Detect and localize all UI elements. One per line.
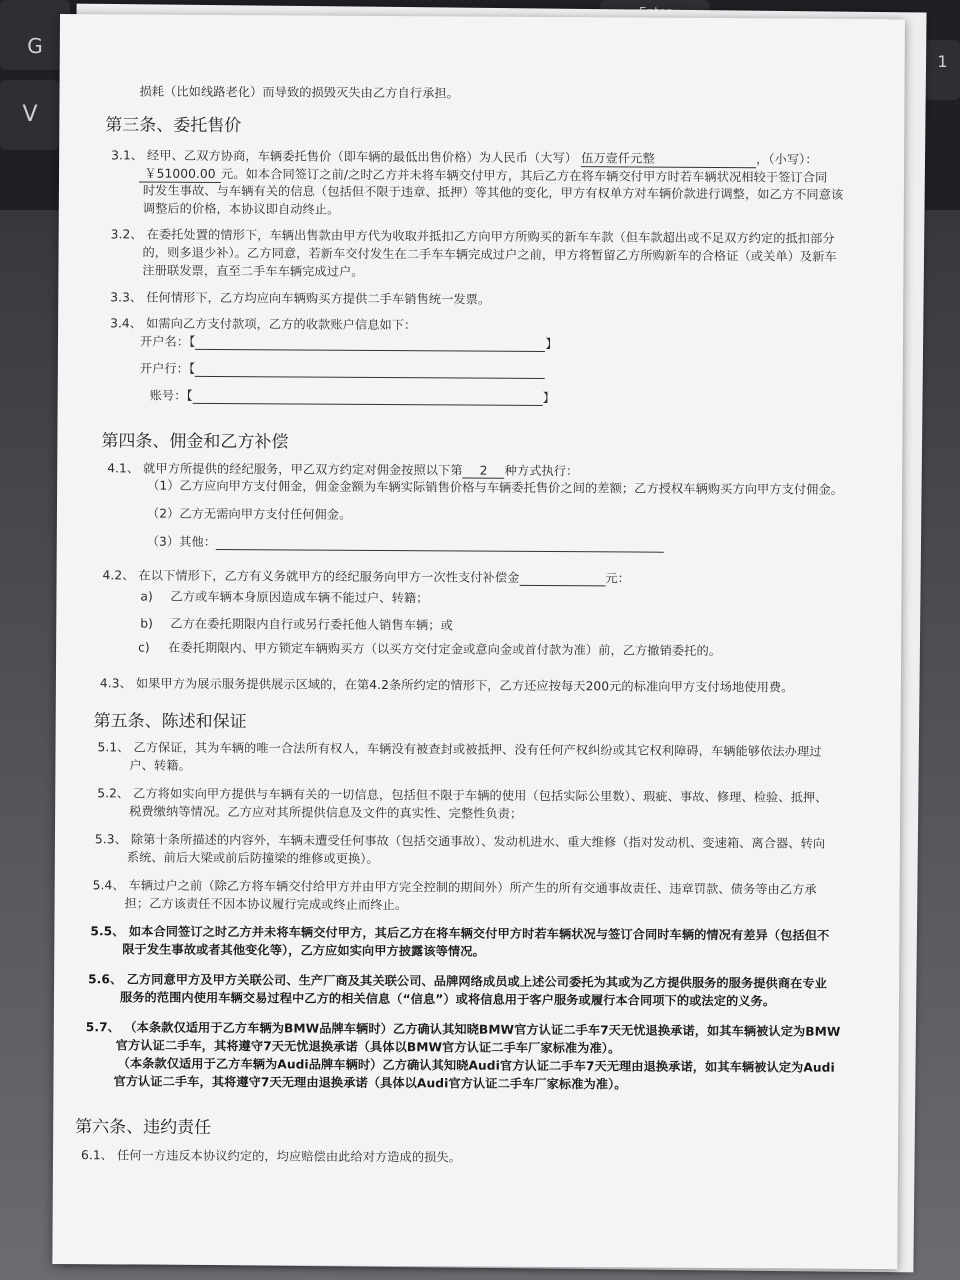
clause-4-1-text-b: 种方式执行：	[504, 463, 579, 479]
key-one	[925, 40, 960, 100]
account-bank-label: 开户行：【	[139, 361, 196, 376]
item-b-text: 乙方在委托期限内自行或另行委托他人销售车辆；或	[170, 616, 453, 633]
item-a-text: 乙方或车辆本身原因造成车辆不能过户、转籍；	[170, 589, 429, 606]
item-c-key: c)	[138, 640, 150, 655]
heading-article-6: 第六条、违约责任	[75, 1117, 212, 1138]
line-loss: 损耗（比如线路老化）而导致的损毁灭失由乙方自行承担。	[139, 84, 460, 101]
clause-5-4-line1: 5.4、 车辆过户之前（除乙方将车辆交付给甲方并由甲方完全控制的期间外）所产生的所有交通事故责任、违章罚款、债务等由乙方承	[92, 878, 817, 897]
account-number-blank	[193, 389, 543, 406]
account-bank-row	[140, 359, 545, 378]
clause-5-5-line1: 5.5、 如本合同签订之时乙方并未将车辆交付甲方，其后乙方在将车辆交付甲方时若车辆状况与签订合同时车辆的情况有差异（包括但不	[90, 924, 830, 943]
clause-3-2-line3: 注册联发票，直至二手车车辆完成过户。	[142, 263, 364, 279]
heading-article-3: 第三条、委托售价	[105, 115, 242, 137]
clause-4-2-c	[138, 638, 721, 659]
contract-page	[52, 14, 905, 1269]
option-3-blank	[216, 535, 664, 553]
price-in-numbers: ￥51000.00	[139, 164, 221, 183]
clause-5-3-line1: 5.3、 除第十条所描述的内容外，车辆未遭受任何事故（包括交通事故）、发动机进水、重大维修（指对发动机、变速箱、离合器、转向	[94, 832, 826, 851]
clause-3-1-line3: 时发生事故、与车辆有关的信息（包括但不限于违章、抵押）等其他的变化，甲方有权单方对车辆价款进行调整，如乙方不同意该	[142, 183, 844, 202]
clause-4-3: 4.3、 如果甲方为展示服务提供展示区域的，在第4.2条所约定的情形下，乙方还应按每天200元的标准向甲方支付场地使用费。	[99, 676, 794, 695]
price-small-label: ，（小写）：	[756, 152, 818, 167]
clause-3-4: 3.4、 如需向乙方支付款项，乙方的收款账户信息如下：	[110, 316, 417, 333]
clause-5-2-line1: 5.2、 乙方将如实向甲方提供与车辆有关的一切信息，包括但不限于车辆的使用（包括实际公里数）、瑕疵、事故、修理、检验、抵押、	[97, 786, 828, 805]
account-bank-blank	[195, 362, 545, 379]
account-name-row	[140, 332, 558, 352]
account-name-label: 开户名：【	[139, 334, 196, 349]
item-b-key: b)	[140, 616, 154, 631]
clause-4-2-b	[140, 615, 453, 634]
clause-5-6-line1: 5.6、 乙方同意甲方及甲方关联公司、生产厂商及其关联公司、品牌网络成员或上述公司委托为其或为乙方提供服务的服务提供商在专业	[88, 972, 828, 991]
key-v	[0, 80, 60, 150]
clause-4-1-option-1: （1）乙方应向甲方支付佣金，佣金金额为车辆实际销售价格与车辆委托售价之间的差额；乙方授权车辆购买方向甲方支付佣金。	[147, 478, 844, 497]
clause-3-1-text-b: 元。如本合同签订之前/之时乙方并未将车辆交付甲方，其后乙方在将车辆交付甲方时若车辆状况相较于签订合同	[220, 166, 828, 185]
clause-5-5-line2: 限于发生事故或者其他变化等），乙方应如实向甲方披露该等情况。	[122, 942, 485, 959]
clause-4-2	[103, 566, 631, 586]
account-name-blank	[195, 335, 545, 352]
heading-article-5: 第五条、陈述和保证	[93, 711, 247, 733]
clause-5-2-line2: 税费缴纳等情况。乙方应对其所提供信息及文件的真实性、完整性负责；	[129, 804, 523, 821]
clause-5-7-line4: 官方认证二手车，其将遵守7天无理由退换承诺（具体以Audi官方认证二手车厂家标准为准）。	[113, 1074, 627, 1092]
key-v-label: V	[22, 102, 38, 127]
item-a-key: a)	[140, 589, 153, 604]
clause-6-1: 6.1、 任何一方违反本协议约定的，均应赔偿由此给对方造成的损失。	[80, 1148, 462, 1165]
key-g-label: G	[27, 34, 43, 58]
clause-5-7-line1: 5.7、 （本条款仅适用于乙方车辆为BMW品牌车辆时）乙方确认其知晓BMW官方认证二手车7天无忧退换承诺，如其车辆被认定为BMW	[85, 1020, 841, 1039]
clause-4-1-text: 4.1、 就甲方所提供的经纪服务，甲乙双方约定对佣金按照以下第	[107, 461, 463, 478]
clause-5-4-line2: 担；乙方该责任不因本协议履行完成或终止而终止。	[124, 896, 408, 913]
clause-4-2-text: 4.2、 在以下情形下，乙方有义务就甲方的经纪服务向甲方一次性支付补偿金	[102, 568, 520, 585]
clause-5-6-line2: 服务的范围内使用车辆交易过程中乙方的相关信息（“信息”）或将信息用于客户服务或履行本合同项下的或法定的义务。	[119, 990, 776, 1009]
clause-3-2-line1: 3.2、 在委托处置的情形下，车辆出售款由甲方代为收取并抵扣乙方向甲方所购买的新车车款（但车款超出或不足双方约定的抵扣部分	[110, 227, 835, 246]
bracket-close: 】	[542, 390, 556, 406]
clause-4-2-a	[140, 588, 428, 607]
clause-5-3-line2: 系统、前后大梁或前后防撞梁的维修或更换）。	[126, 850, 379, 866]
clause-3-2-line2: 的，则多退少补）。乙方同意，若新车交付发生在二手车车辆完成过户之前，甲方将暂留乙方所购新车的合格证（或关单）及新车	[142, 245, 837, 264]
bracket-close: 】	[545, 336, 558, 352]
clause-5-7-line3: （本条款仅适用于乙方车辆为Audi品牌车辆时）乙方确认其知晓Audi官方认证二手车7天无理由退换承诺，如其车辆被认定为Audi	[117, 1056, 835, 1075]
account-number-row	[150, 387, 555, 406]
clause-5-1-line2: 户、转籍。	[129, 758, 191, 773]
key-one-label: 1	[937, 52, 948, 71]
price-in-words: 伍万壹仟元整	[581, 149, 756, 168]
compensation-blank	[519, 571, 605, 587]
commission-choice: 2	[463, 463, 505, 478]
clause-3-3: 3.3、 任何情形下，乙方均应向车辆购买方提供二手车销售统一发票。	[110, 290, 491, 307]
option-3-label: （3）其他：	[146, 534, 217, 549]
compensation-unit: 元：	[605, 571, 631, 586]
clause-5-1-line1: 5.1、 乙方保证，其为车辆的唯一合法所有权人，车辆没有被查封或被抵押、没有任何产权纠纷或其它权利障碍，车辆能够依法办理过	[97, 740, 822, 759]
clause-4-1-option-3	[147, 533, 664, 553]
account-number-label: 账号：【	[149, 388, 193, 403]
clause-3-1-line4: 调整后的价格，本协议即自动终止。	[142, 201, 340, 217]
clause-4-1-option-2: （2）乙方无需向甲方支付任何佣金。	[146, 506, 352, 522]
clause-5-7-line2: 官方认证二手车，其将遵守7天无忧退换承诺（具体以BMW官方认证二手车厂家标准为准）。	[115, 1038, 621, 1056]
item-c-text: 在委托期限内、甲方锁定车辆购买方（以买方交付定金或意向金或首付款为准）前，乙方撤销委托的。	[168, 640, 722, 659]
clause-3-1-text: 3.1、 经甲、乙双方协商，车辆委托售价（即车辆的最低出售价格）为人民币（大写）	[111, 148, 578, 166]
heading-article-4: 第四条、佣金和乙方补偿	[101, 431, 289, 453]
